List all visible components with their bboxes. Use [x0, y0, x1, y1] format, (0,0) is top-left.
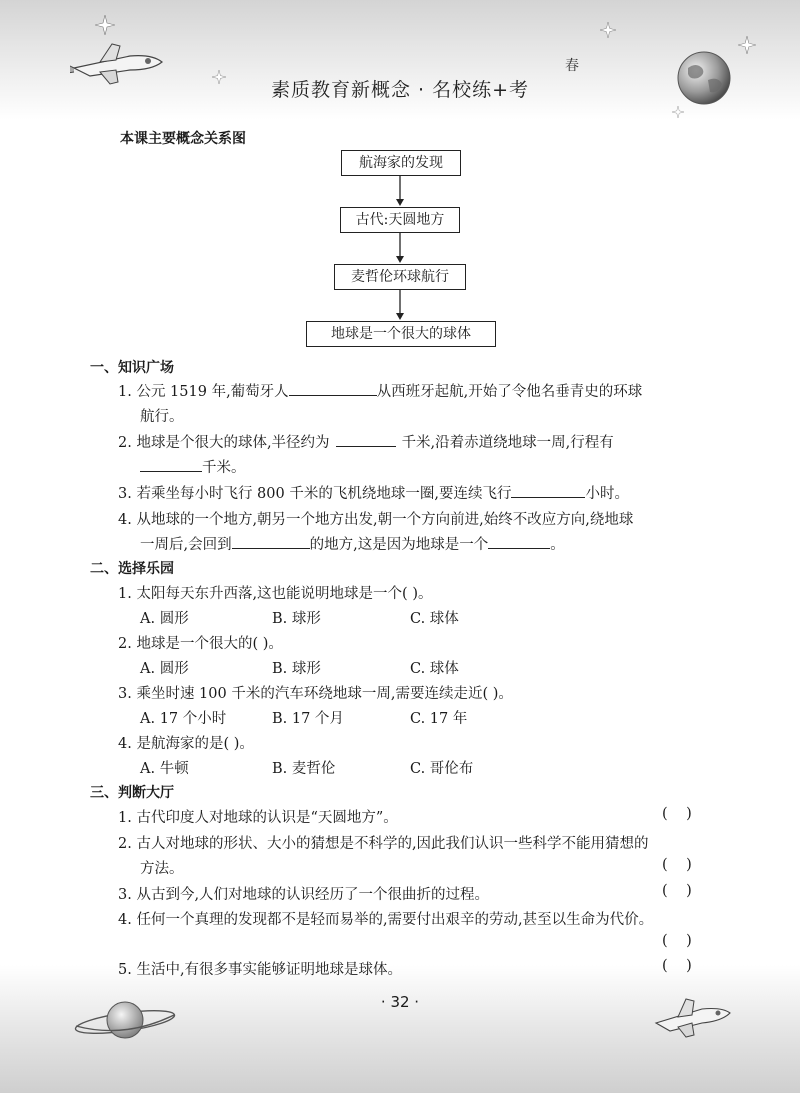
s1-q4-line1	[118, 508, 633, 529]
concept-node-4: 地球是一个很大的球体	[306, 321, 496, 347]
s3-q4: 4. 任何一个真理的发现都不是轻而易举的,需要付出艰辛的劳动,甚至以生命为代价。	[118, 912, 654, 928]
star-icon	[672, 106, 684, 118]
s3-q4-answer-paren[interactable]: ( )	[662, 933, 692, 949]
s3-q5: 5. 生活中,有很多事实能够证明地球是球体。	[118, 962, 403, 978]
header-title: 素质教育新概念 · 名校练+考	[270, 79, 530, 101]
s1-q4-text-c: 的地方,这是因为地球是一个	[309, 537, 489, 553]
s2-q4-stem: 4. 是航海家的是( )。	[118, 736, 254, 752]
s3-q2-line1: 2. 古人对地球的形状、大小的猜想是不科学的,因此我们认识一些科学不能用猜想的	[118, 836, 649, 852]
space-shuttle-icon	[652, 995, 732, 1040]
s2-q4-option-a[interactable]: A. 牛顿	[140, 761, 189, 777]
s1-q1-text-a: 公元 1519 年,葡萄牙人	[136, 384, 289, 400]
s1-q3-blank[interactable]	[511, 483, 585, 498]
s3-q3-answer-paren[interactable]: ( )	[662, 883, 692, 899]
s3-q1-answer-paren[interactable]: ( )	[662, 806, 692, 822]
s3-q2-answer-paren[interactable]: ( )	[662, 857, 692, 873]
s2-q3-option-b[interactable]: B. 17 个月	[272, 711, 344, 727]
section-3-title: 三、判断大厅	[90, 785, 174, 801]
s3-q1: 1. 古代印度人对地球的认识是“天圆地方”。	[118, 810, 398, 826]
s1-q2-text-b: 千米,沿着赤道绕地球一周,行程有	[401, 435, 614, 451]
page-number: · 32 ·	[380, 993, 420, 1011]
s2-q4-option-c[interactable]: C. 哥伦布	[410, 761, 474, 777]
s1-q2-line1	[118, 431, 614, 452]
s1-q2-line2	[140, 456, 246, 477]
s1-q4-text-d: 。	[550, 537, 565, 553]
concept-node-2: 古代:天圆地方	[340, 207, 460, 233]
s1-q2-blank-2[interactable]	[140, 457, 202, 472]
star-icon	[95, 15, 115, 35]
s1-q3-text-b: 小时。	[585, 486, 629, 502]
s2-q1-stem: 1. 太阳每天东升西落,这也能说明地球是一个( )。	[118, 586, 433, 602]
s1-q4-line2	[140, 533, 565, 554]
concept-map-title: 本课主要概念关系图	[120, 131, 246, 147]
s1-q4-text-a: 从地球的一个地方,朝另一个地方出发,朝一个方向前进,始终不改应方向,绕地球	[136, 512, 634, 528]
star-icon	[600, 22, 616, 38]
s2-q1-option-a[interactable]: A. 圆形	[140, 611, 189, 627]
s3-q3: 3. 从古到今,人们对地球的认识经历了一个很曲折的过程。	[118, 887, 490, 903]
s2-q3-option-a[interactable]: A. 17 个小时	[140, 711, 227, 727]
s1-q1-text-b: 从西班牙起航,开始了令他名垂青史的环球	[376, 384, 643, 400]
concept-node-1: 航海家的发现	[341, 150, 461, 176]
s1-q1-blank[interactable]	[289, 381, 377, 396]
s1-q2-blank-1[interactable]	[336, 432, 396, 447]
season-label: 春	[565, 58, 579, 74]
s1-q4-text-b: 一周后,会回到	[140, 537, 232, 553]
s2-q1-option-b[interactable]: B. 球形	[272, 611, 321, 627]
s2-q2-option-b[interactable]: B. 球形	[272, 661, 321, 677]
s2-q2-stem: 2. 地球是一个很大的( )。	[118, 636, 283, 652]
concept-map-arrows	[390, 175, 410, 323]
section-1-title: 一、知识广场	[90, 360, 174, 376]
s1-q4-num: 4.	[118, 512, 132, 528]
s2-q2-option-c[interactable]: C. 球体	[410, 661, 459, 677]
s1-q4-blank-1[interactable]	[232, 534, 310, 549]
s1-q3-num: 3.	[118, 486, 132, 502]
s3-q2-line2: 方法。	[140, 861, 184, 877]
s2-q3-stem: 3. 乘坐时速 100 千米的汽车环绕地球一周,需要连续走近( )。	[118, 686, 513, 702]
s1-q2-text-a: 地球是个很大的球体,半径约为	[136, 435, 330, 451]
s1-q1-num: 1.	[118, 384, 132, 400]
s1-q3-text-a: 若乘坐每小时飞行 800 千米的飞机绕地球一圈,要连续飞行	[136, 486, 512, 502]
s1-q1-line2: 航行。	[140, 409, 184, 425]
s2-q2-option-a[interactable]: A. 圆形	[140, 661, 189, 677]
s2-q4-option-b[interactable]: B. 麦哲伦	[272, 761, 336, 777]
s1-q1-line1	[118, 380, 642, 401]
s2-q1-option-c[interactable]: C. 球体	[410, 611, 459, 627]
s1-q4-blank-2[interactable]	[488, 534, 550, 549]
star-icon	[738, 36, 756, 54]
s2-q3-option-c[interactable]: C. 17 年	[410, 711, 468, 727]
s1-q3-line1	[118, 482, 629, 503]
concept-node-3: 麦哲伦环球航行	[334, 264, 466, 290]
s1-q2-num: 2.	[118, 435, 132, 451]
s1-q2-text-c: 千米。	[202, 460, 246, 476]
section-2-title: 二、选择乐园	[90, 561, 174, 577]
s3-q5-answer-paren[interactable]: ( )	[662, 958, 692, 974]
saturn-planet-icon	[70, 995, 180, 1045]
